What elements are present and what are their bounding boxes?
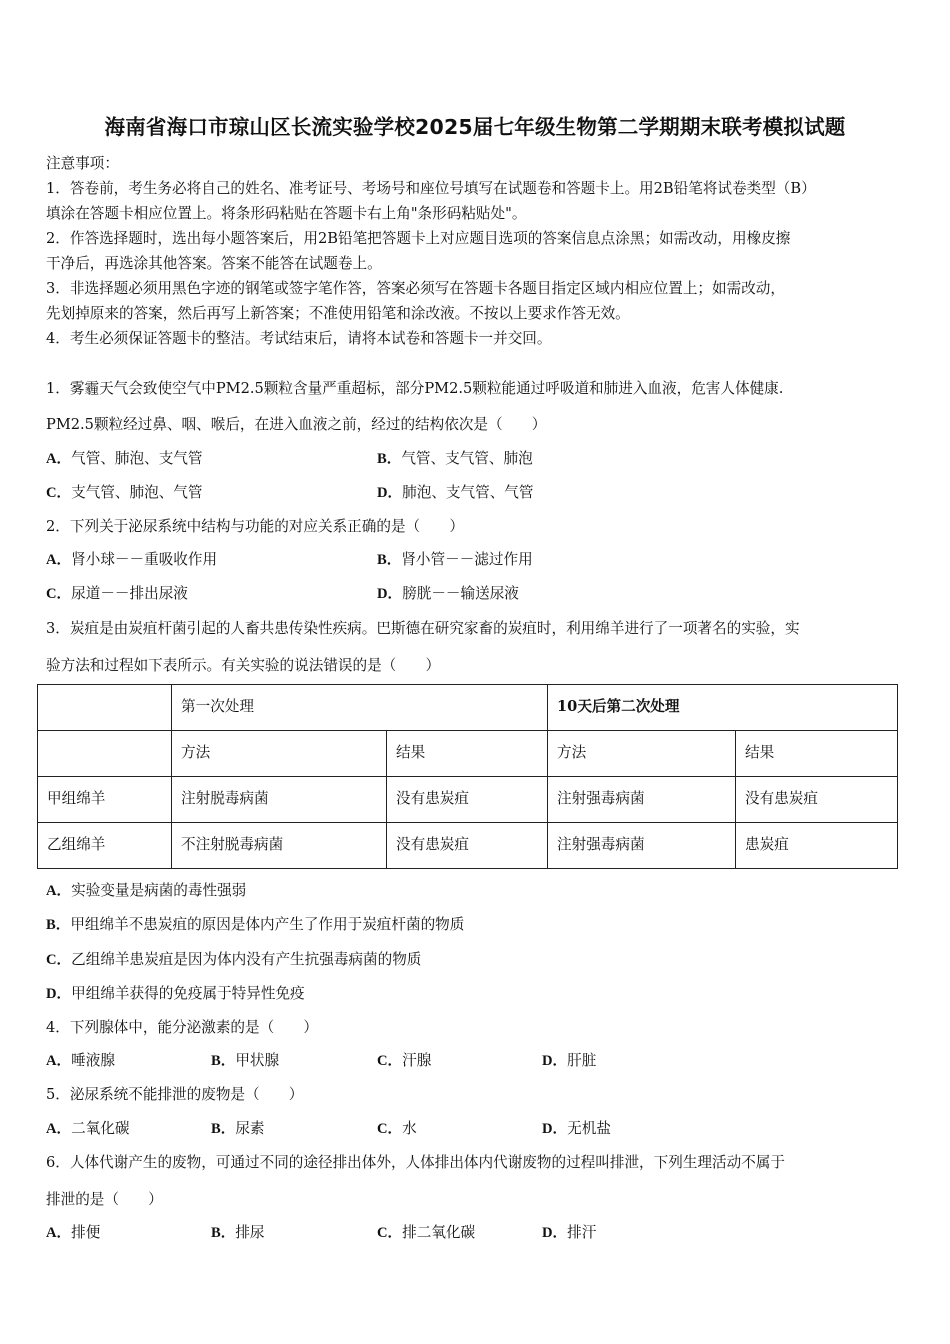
q5-option-d: D．无机盐	[542, 1120, 611, 1137]
table-cell: 方法	[172, 731, 387, 777]
notice-line: 1．答卷前，考生务必将自己的姓名、准考证号、考场号和座位号填写在试题卷和答题卡上。用2B铅笔将试卷类型（B）	[46, 180, 816, 197]
experiment-table	[37, 684, 898, 869]
q6-option-a: A．排便	[46, 1224, 101, 1241]
notice-line: 4．考生必须保证答题卡的整洁。考试结束后，请将本试卷和答题卡一并交回。	[46, 330, 552, 347]
question-2-stem: 2．下列关于泌尿系统中结构与功能的对应关系正确的是（ ）	[46, 518, 464, 535]
q2-option-a: A．肾小球－－重吸收作用	[46, 551, 218, 568]
notice-line: 先划掉原来的答案，然后再写上新答案；不准使用铅笔和涂改液。不按以上要求作答无效。	[46, 305, 630, 322]
table-header-row	[38, 685, 898, 731]
q5-option-b: B．尿素	[211, 1120, 265, 1137]
question-3-stem: 验方法和过程如下表所示。有关实验的说法错误的是（ ）	[46, 657, 441, 674]
q4-option-d: D．肝脏	[542, 1052, 597, 1069]
table-subheader-row	[38, 731, 898, 777]
table-cell: 注射脱毒病菌	[172, 777, 387, 823]
table-row	[38, 823, 898, 869]
q4-option-c: C．汗腺	[377, 1052, 432, 1069]
question-3-stem: 3．炭疽是由炭疽杆菌引起的人畜共患传染性疾病。巴斯德在研究家畜的炭疽时，利用绵羊进行了一项著名的实验，实	[46, 620, 800, 637]
table-cell	[38, 731, 172, 777]
q2-option-c: C．尿道－－排出尿液	[46, 585, 188, 602]
notice-line: 干净后，再选涂其他答案。答案不能答在试题卷上。	[46, 255, 382, 272]
table-cell: 结果	[736, 731, 898, 777]
table-cell: 乙组绵羊	[38, 823, 172, 869]
table-header-first-treatment: 第一次处理	[172, 685, 548, 731]
table-cell: 方法	[548, 731, 736, 777]
table-cell: 没有患炭疽	[387, 823, 548, 869]
q2-option-d: D．膀胱－－输送尿液	[377, 585, 519, 602]
question-6-stem: 6．人体代谢产生的废物，可通过不同的途径排出体外，人体排出体内代谢废物的过程叫排泄，下列生理活动不属于	[46, 1154, 785, 1171]
table-cell: 结果	[387, 731, 548, 777]
notice-heading: 注意事项：	[46, 155, 119, 172]
question-1-stem: 1．雾霾天气会致使空气中PM2.5颗粒含量严重超标，部分PM2.5颗粒能通过呼吸道和肺进入血液，危害人体健康.	[46, 380, 784, 397]
q3-option-b: B．甲组绵羊不患炭疽的原因是体内产生了作用于炭疽杆菌的物质	[46, 916, 465, 933]
question-5-stem: 5．泌尿系统不能排泄的废物是（ ）	[46, 1086, 304, 1103]
table-header-second-treatment: 10天后第二次处理	[548, 685, 898, 731]
q3-option-a: A．实验变量是病菌的毒性强弱	[46, 882, 247, 899]
q5-option-a: A．二氧化碳	[46, 1120, 130, 1137]
q1-option-d: D．肺泡、支气管、气管	[377, 484, 534, 501]
q4-option-a: A．唾液腺	[46, 1052, 115, 1069]
q3-option-d: D．甲组绵羊获得的免疫属于特异性免疫	[46, 985, 305, 1002]
notice-line: 填涂在答题卡相应位置上。将条形码粘贴在答题卡右上角"条形码粘贴处"。	[46, 205, 527, 222]
table-cell: 没有患炭疽	[387, 777, 548, 823]
q6-option-b: B．排尿	[211, 1224, 265, 1241]
page-title: 海南省海口市琼山区长流实验学校2025届七年级生物第二学期期末联考模拟试题	[104, 115, 846, 139]
table-cell: 注射强毒病菌	[548, 777, 736, 823]
table-cell: 患炭疽	[736, 823, 898, 869]
table-cell: 甲组绵羊	[38, 777, 172, 823]
table-cell: 没有患炭疽	[736, 777, 898, 823]
table-row	[38, 777, 898, 823]
q4-option-b: B．甲状腺	[211, 1052, 280, 1069]
q1-option-c: C．支气管、肺泡、气管	[46, 484, 203, 501]
q5-option-c: C．水	[377, 1120, 417, 1137]
table-cell: 不注射脱毒病菌	[172, 823, 387, 869]
q6-option-c: C．排二氧化碳	[377, 1224, 476, 1241]
question-6-stem: 排泄的是（ ）	[46, 1191, 163, 1208]
table-cell	[38, 685, 172, 731]
q6-option-d: D．排汗	[542, 1224, 597, 1241]
notice-line: 2．作答选择题时，选出每小题答案后，用2B铅笔把答题卡上对应题目选项的答案信息点涂黑；如需改动，用橡皮擦	[46, 230, 791, 247]
question-1-stem: PM2.5颗粒经过鼻、咽、喉后，在进入血液之前，经过的结构依次是（ ）	[46, 416, 547, 433]
notice-line: 3．非选择题必须用黑色字迹的钢笔或签字笔作答，答案必须写在答题卡各题目指定区域内相应位置上；如需改动，	[46, 280, 785, 297]
q1-option-a: A．气管、肺泡、支气管	[46, 450, 203, 467]
question-4-stem: 4．下列腺体中，能分泌激素的是（ ）	[46, 1019, 318, 1036]
q2-option-b: B．肾小管－－滤过作用	[377, 551, 533, 568]
table-cell: 注射强毒病菌	[548, 823, 736, 869]
q1-option-b: B．气管、支气管、肺泡	[377, 450, 533, 467]
q3-option-c: C．乙组绵羊患炭疽是因为体内没有产生抗强毒病菌的物质	[46, 951, 422, 968]
